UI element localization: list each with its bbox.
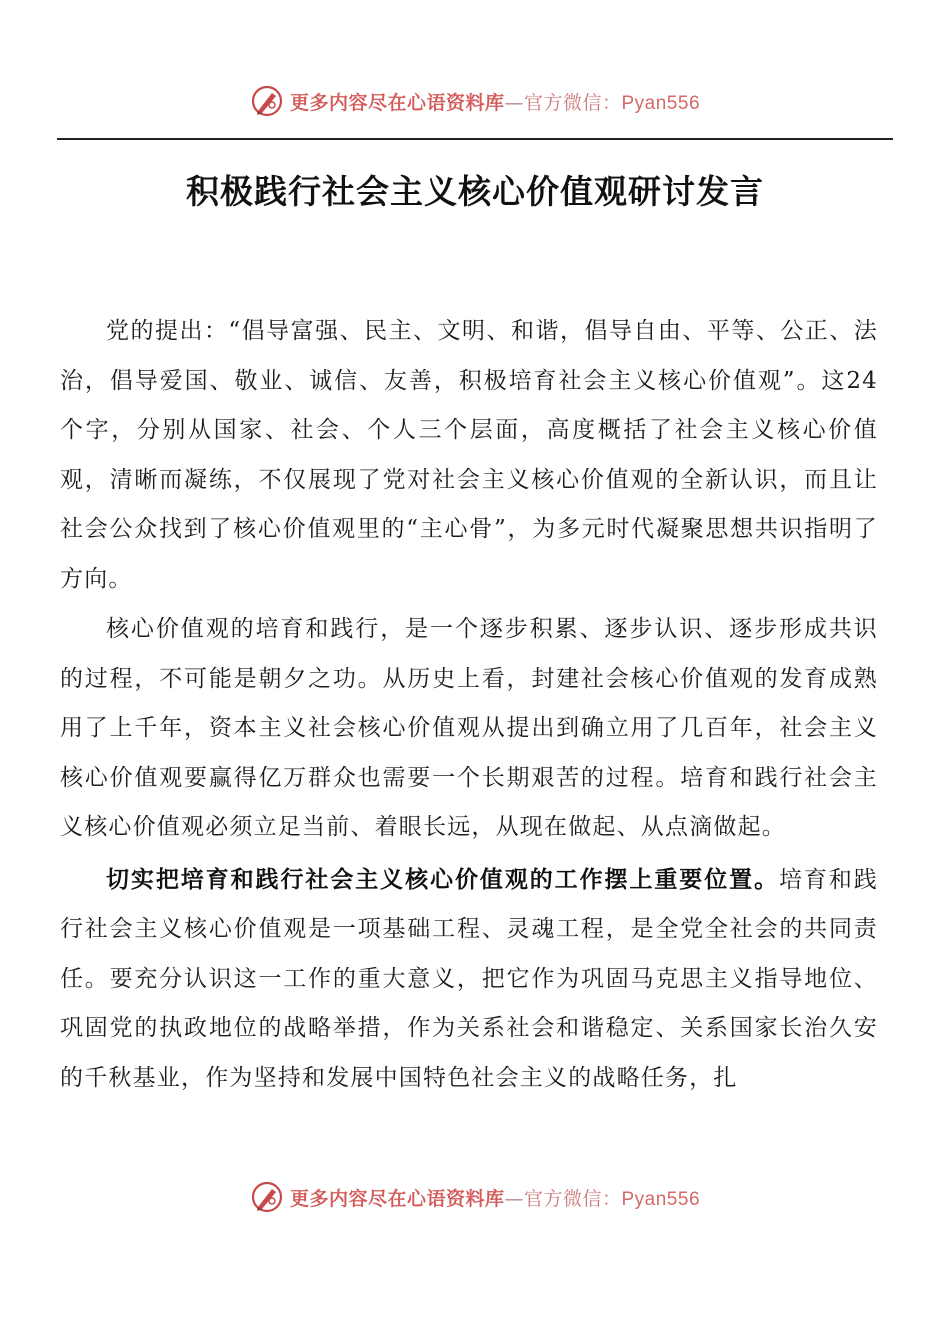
watermark-separator: — xyxy=(504,1187,524,1210)
paragraph-text: 党的提出：“倡导富强、民主、文明、和谐，倡导自由、平等、公正、法治，倡导爱国、敬业、诚信、友善，积极培育社会主义核心价值观”。这24个字，分别从国家、社会、个人三个层面，高度概括了社会主义核心价值观，清晰而凝练，不仅展现了党对社会主义核心价值观的全新认识，而且让社会公众找到了核心价值观里的“主心骨”，为多元时代凝聚思想共识指明了方向。 xyxy=(60,318,878,592)
pen-logo-icon xyxy=(250,1180,284,1214)
watermark-wechat-label: 官方微信： xyxy=(523,1187,622,1210)
watermark-text xyxy=(290,88,700,115)
paragraph-lead: 切实把培育和践行社会主义核心价值观的工作摆上重要位置。 xyxy=(106,865,780,893)
watermark-wechat-label: 官方微信： xyxy=(523,91,622,114)
footer-watermark xyxy=(0,1180,950,1214)
paragraph-3 xyxy=(60,855,878,1104)
watermark-wechat-id: Pyan556 xyxy=(621,92,701,114)
paragraph-text: 培育和践行社会主义核心价值观是一项基础工程、灵魂工程，是全党全社会的共同责任。要充分认识这一工作的重大意义，把它作为巩固马克思主义指导地位、巩固党的执政地位的战略举措，作为关系社会和谐稳定、关系国家长治久安的千秋基业，作为坚持和发展中国特色社会主义的战略任务，扎 xyxy=(60,866,878,1091)
paragraph-1 xyxy=(60,306,878,604)
pen-logo-icon xyxy=(250,84,284,118)
watermark-main: 更多内容尽在心语资料库 xyxy=(289,91,505,114)
watermark-wechat-id: Pyan556 xyxy=(621,1188,701,1210)
document-title: 积极践行社会主义核心价值观研讨发言 xyxy=(186,172,764,211)
watermark-text xyxy=(290,1184,700,1211)
paragraph-2 xyxy=(60,604,878,853)
document-body xyxy=(60,306,878,1146)
paragraph-text: 核心价值观的培育和践行，是一个逐步积累、逐步认识、逐步形成共识的过程，不可能是朝夕之功。从历史上看，封建社会核心价值观的发育成熟用了上千年，资本主义社会核心价值观从提出到确立用了几百年，社会主义核心价值观要赢得亿万群众也需要一个长期艰苦的过程。培育和践行社会主义核心价值观必须立足当前、着眼长远，从现在做起、从点滴做起。 xyxy=(60,616,878,840)
watermark-main: 更多内容尽在心语资料库 xyxy=(289,1187,505,1210)
header-rule xyxy=(57,138,893,140)
header-watermark xyxy=(0,84,950,118)
watermark-separator: — xyxy=(504,91,524,114)
